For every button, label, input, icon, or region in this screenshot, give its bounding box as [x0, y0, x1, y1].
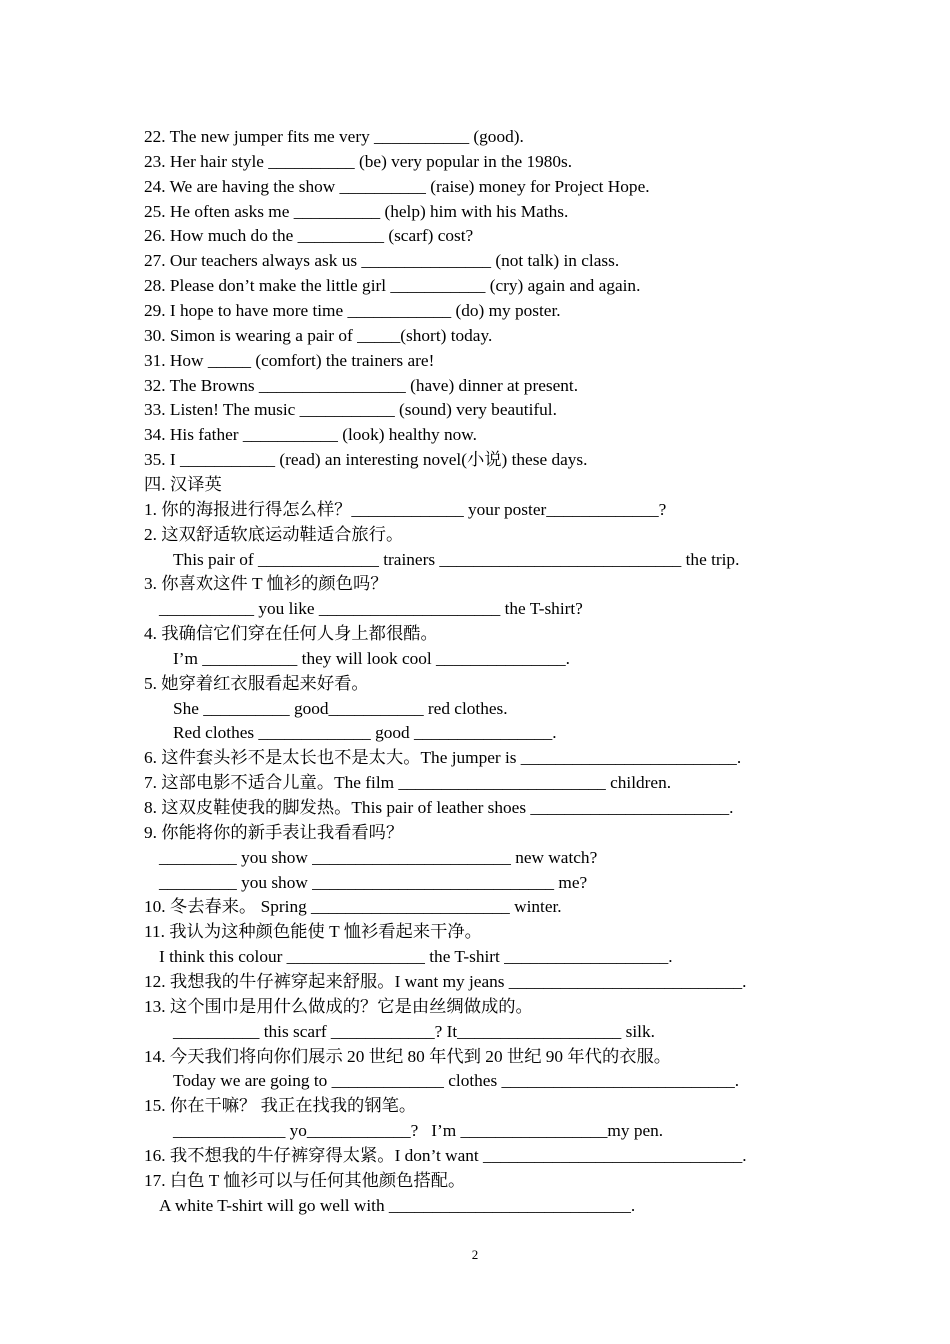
exercise-line: 6. 这件套头衫不是太长也不是太大。The jumper is _________________________.: [144, 748, 742, 768]
exercise-line: 9. 你能将你的新手表让我看看吗？: [144, 822, 404, 842]
exercise-line: I’m ___________ they will look cool _______________.: [173, 648, 570, 668]
exercise-line: 8. 这双皮鞋使我的脚发热。This pair of leather shoes _______________________.: [144, 798, 734, 817]
exercise-line: She __________ good___________ red clothes.: [173, 698, 508, 718]
exercise-line: 32. The Browns _________________ (have) dinner at present.: [144, 375, 579, 395]
exercise-line: 10. 冬去春来。 Spring _______________________ winter.: [144, 897, 562, 917]
exercise-line: Today we are going to _____________ clothes ___________________________.: [173, 1071, 740, 1091]
exercise-line: 13. 这个围巾是用什么做成的？它是由丝绸做成的。: [144, 996, 533, 1016]
exercise-line: 28. Please don’t make the little girl ___________ (cry) again and again.: [144, 276, 641, 296]
exercise-line: 33. Listen! The music ___________ (sound) very beautiful.: [144, 400, 557, 420]
exercise-line: 30. Simon is wearing a pair of _____(short) today.: [144, 325, 493, 345]
exercise-line: 34. His father ___________ (look) healthy now.: [144, 425, 477, 445]
exercise-line: _________ you show ____________________________ me?: [159, 872, 588, 892]
exercise-line: 17. 白色 T 恤衫可以与任何其他颜色搭配。: [144, 1170, 466, 1190]
exercise-line: 3. 你喜欢这件 T 恤衫的颜色吗？: [144, 574, 388, 594]
exercise-line: 23. Her hair style __________ (be) very popular in the 1980s.: [144, 151, 573, 171]
exercise-line: 11. 我认为这种颜色能使 T 恤衫看起来干净。: [144, 922, 482, 942]
exercise-line: 5. 她穿着红衣服看起来好看。: [144, 673, 369, 693]
exercise-line: 4. 我确信它们穿在任何人身上都很酷。: [144, 624, 438, 643]
exercise-line: 25. He often asks me __________ (help) him with his Maths.: [144, 201, 569, 221]
exercise-line: 29. I hope to have more time ____________ (do) my poster.: [144, 301, 561, 320]
exercise-line: 27. Our teachers always ask us _______________ (not talk) in class.: [144, 251, 620, 271]
exercise-line: 2. 这双舒适软底运动鞋适合旅行。: [144, 524, 404, 544]
exercise-line: I think this colour ________________ the T-shirt ___________________.: [159, 947, 673, 967]
exercise-line: __________ this scarf ____________? It___________________ silk.: [173, 1021, 655, 1041]
exercise-line: A white T-shirt will go well with ____________________________.: [159, 1195, 636, 1215]
exercise-line: 24. We are having the show __________ (raise) money for Project Hope.: [144, 176, 650, 196]
exercise-line: 四. 汉译英: [144, 474, 222, 494]
exercise-line: This pair of ______________ trainers ____________________________ the trip.: [173, 549, 740, 569]
exercise-line: _________ you show _______________________ new watch?: [159, 847, 598, 867]
exercise-line: _____________ yo____________? I’m _________________my pen.: [173, 1121, 664, 1140]
exercise-line: Red clothes _____________ good ________________.: [173, 723, 557, 743]
exercise-line: 7. 这部电影不适合儿童。The film ________________________ children.: [144, 773, 672, 793]
exercise-line: 22. The new jumper fits me very ___________ (good).: [144, 127, 524, 146]
exercise-line: ___________ you like _____________________ the T-shirt?: [159, 599, 583, 619]
exercise-line: 31. How _____ (comfort) the trainers are!: [144, 350, 435, 370]
page-number: 2: [471, 1247, 479, 1262]
exercise-line: 12. 我想我的牛仔裤穿起来舒服。I want my jeans ___________________________.: [144, 971, 747, 991]
exercise-line: 16. 我不想我的牛仔裤穿得太紧。I don’t want ______________________________.: [144, 1145, 747, 1165]
exercise-line: 35. I ___________ (read) an interesting novel(小说) these days.: [144, 450, 588, 470]
exercise-line: 26. How much do the __________ (scarf) cost?: [144, 226, 474, 246]
exercise-line: 14. 今天我们将向你们展示 20 世纪 80 年代到 20 世纪 90 年代的衣服。: [144, 1046, 672, 1066]
exercise-line: 15. 你在干嘛？ 我正在找我的钢笔。: [144, 1096, 417, 1116]
exercise-line: 1. 你的海报进行得怎么样？_____________ your poster_____________?: [144, 499, 667, 519]
